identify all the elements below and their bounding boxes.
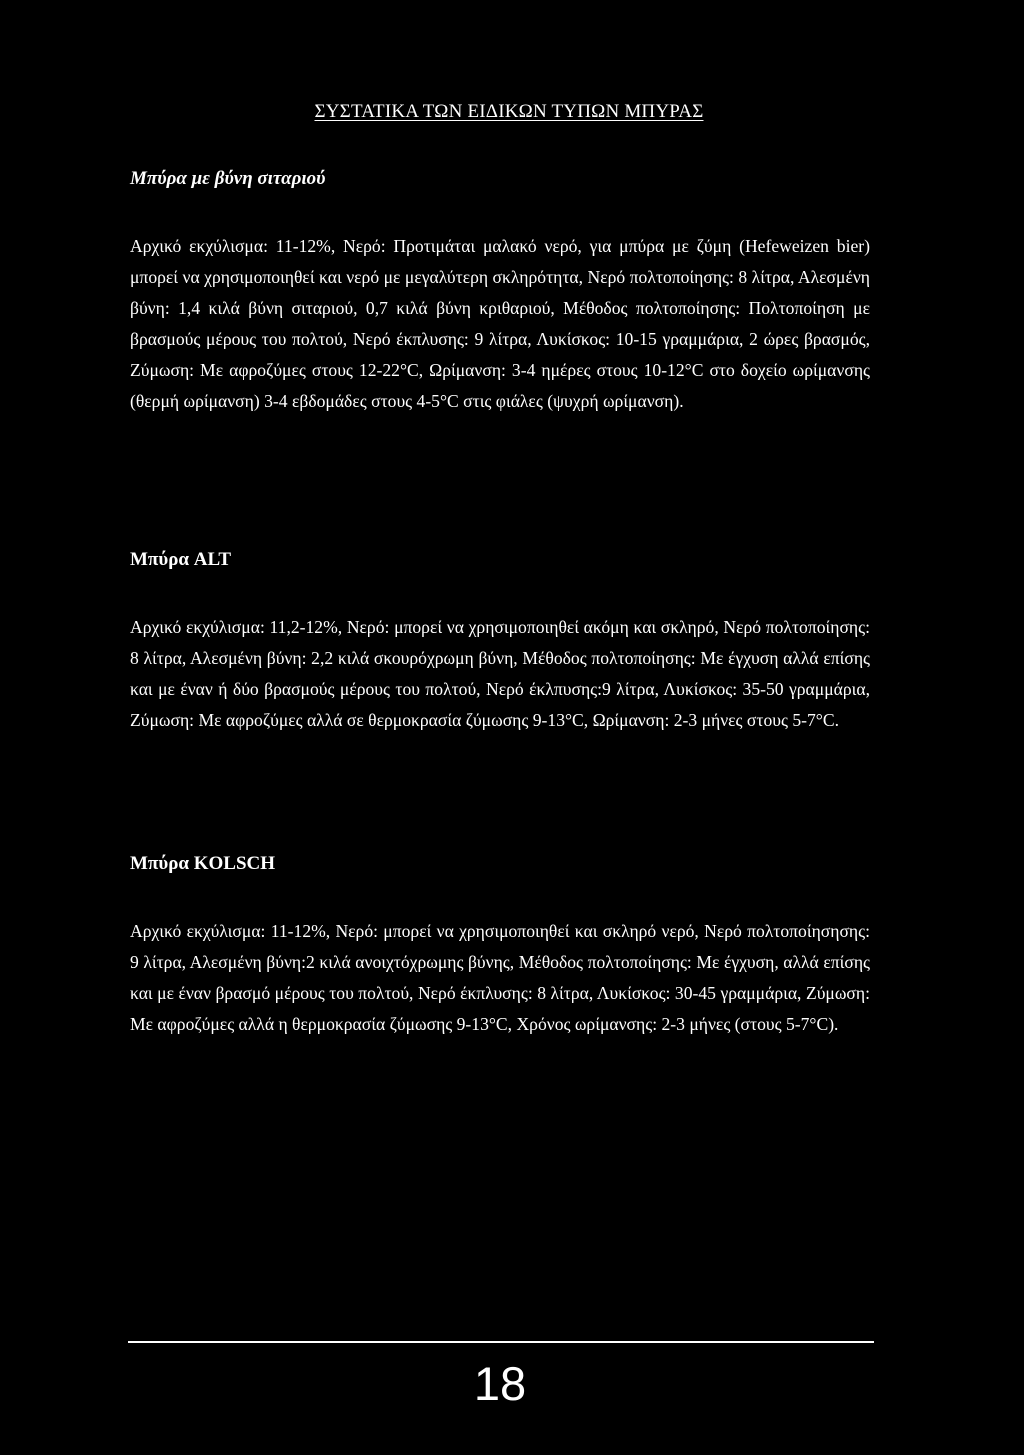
section-kolsch-beer xyxy=(130,853,870,1040)
section-heading: Μπύρα KOLSCH xyxy=(130,853,276,874)
section-wheat-beer xyxy=(130,168,870,417)
footer-divider xyxy=(128,1341,874,1343)
document-title: ΣΥΣΤΑΤΙΚΑ ΤΩΝ ΕΙΔΙΚΩΝ ΤΥΠΩΝ ΜΠΥΡΑΣ xyxy=(314,101,704,122)
section-heading: Μπύρα με βύνη σιταριού xyxy=(130,168,326,189)
section-body: Αρχικό εκχύλισμα: 11-12%, Νερό: μπορεί να χρησιμοποιηθεί και σκληρό νερό, Νερό πολτοποίησησης: 9 λίτρα, Αλεσμένη βύνη:2 κιλά ανοιχτόχρωμης βύνης, Μέθοδος πολτοποίησης: Με έγχυση, αλλά επίσης και με έναν βρασμό μέρους του πολτού, Νερό έκπλυσης: 8 λίτρα, Λυκίσκος: 30-45 γραμμάρια, Ζύμωση: Με αφροζύμες αλλά η θερμοκρασία ζύμωσης 9-13°C, Χρόνος ωρίμανσης: 2-3 μήνες (στους 5-7°C). xyxy=(130,921,870,1034)
page-number: 18 xyxy=(473,1357,527,1410)
section-heading: Μπύρα ALT xyxy=(130,549,232,570)
section-alt-beer xyxy=(130,549,870,736)
section-body: Αρχικό εκχύλισμα: 11-12%, Νερό: Προτιμάται μαλακό νερό, για μπύρα με ζύμη (Hefeweizen bier) μπορεί να χρησιμοποιηθεί και νερό με μεγαλύτερη σκληρότητα, Νερό πολτοποίησης: 8 λίτρα, Αλεσμένη βύνη: 1,4 κιλά βύνη σιταριού, 0,7 κιλά βύνη κριθαριού, Μέθοδος πολτοποίησης: Πολτοποίηση με βρασμούς μέρους του πολτού, Νερό έκπλυσης: 9 λίτρα, Λυκίσκος: 10-15 γραμμάρια, 2 ώρες βρασμός, Ζύμωση: Με αφροζύμες στους 12-22°C, Ωρίμανση: 3-4 ημέρες στους 10-12°C στο δοχείο ωρίμανσης (θερμή ωρίμανση) 3-4 εβδομάδες στους 4-5°C στις φιάλες (ψυχρή ωρίμανση). xyxy=(130,236,870,411)
section-body: Αρχικό εκχύλισμα: 11,2-12%, Νερό: μπορεί να χρησιμοποιηθεί ακόμη και σκληρό, Νερό πολτοποίησης: 8 λίτρα, Αλεσμένη βύνη: 2,2 κιλά σκουρόχρωμη βύνη, Μέθοδος πολτοποίησης: Με έγχυση αλλά επίσης και με έναν ή δύο βρασμούς μέρους του πολτού, Νερό έκλπυσης:9 λίτρα, Λυκίσκος: 35-50 γραμμάρια, Ζύμωση: Με αφροζύμες αλλά σε θερμοκρασία ζύμωσης 9-13°C, Ωρίμανση: 2-3 μήνες στους 5-7°C. xyxy=(130,617,870,730)
